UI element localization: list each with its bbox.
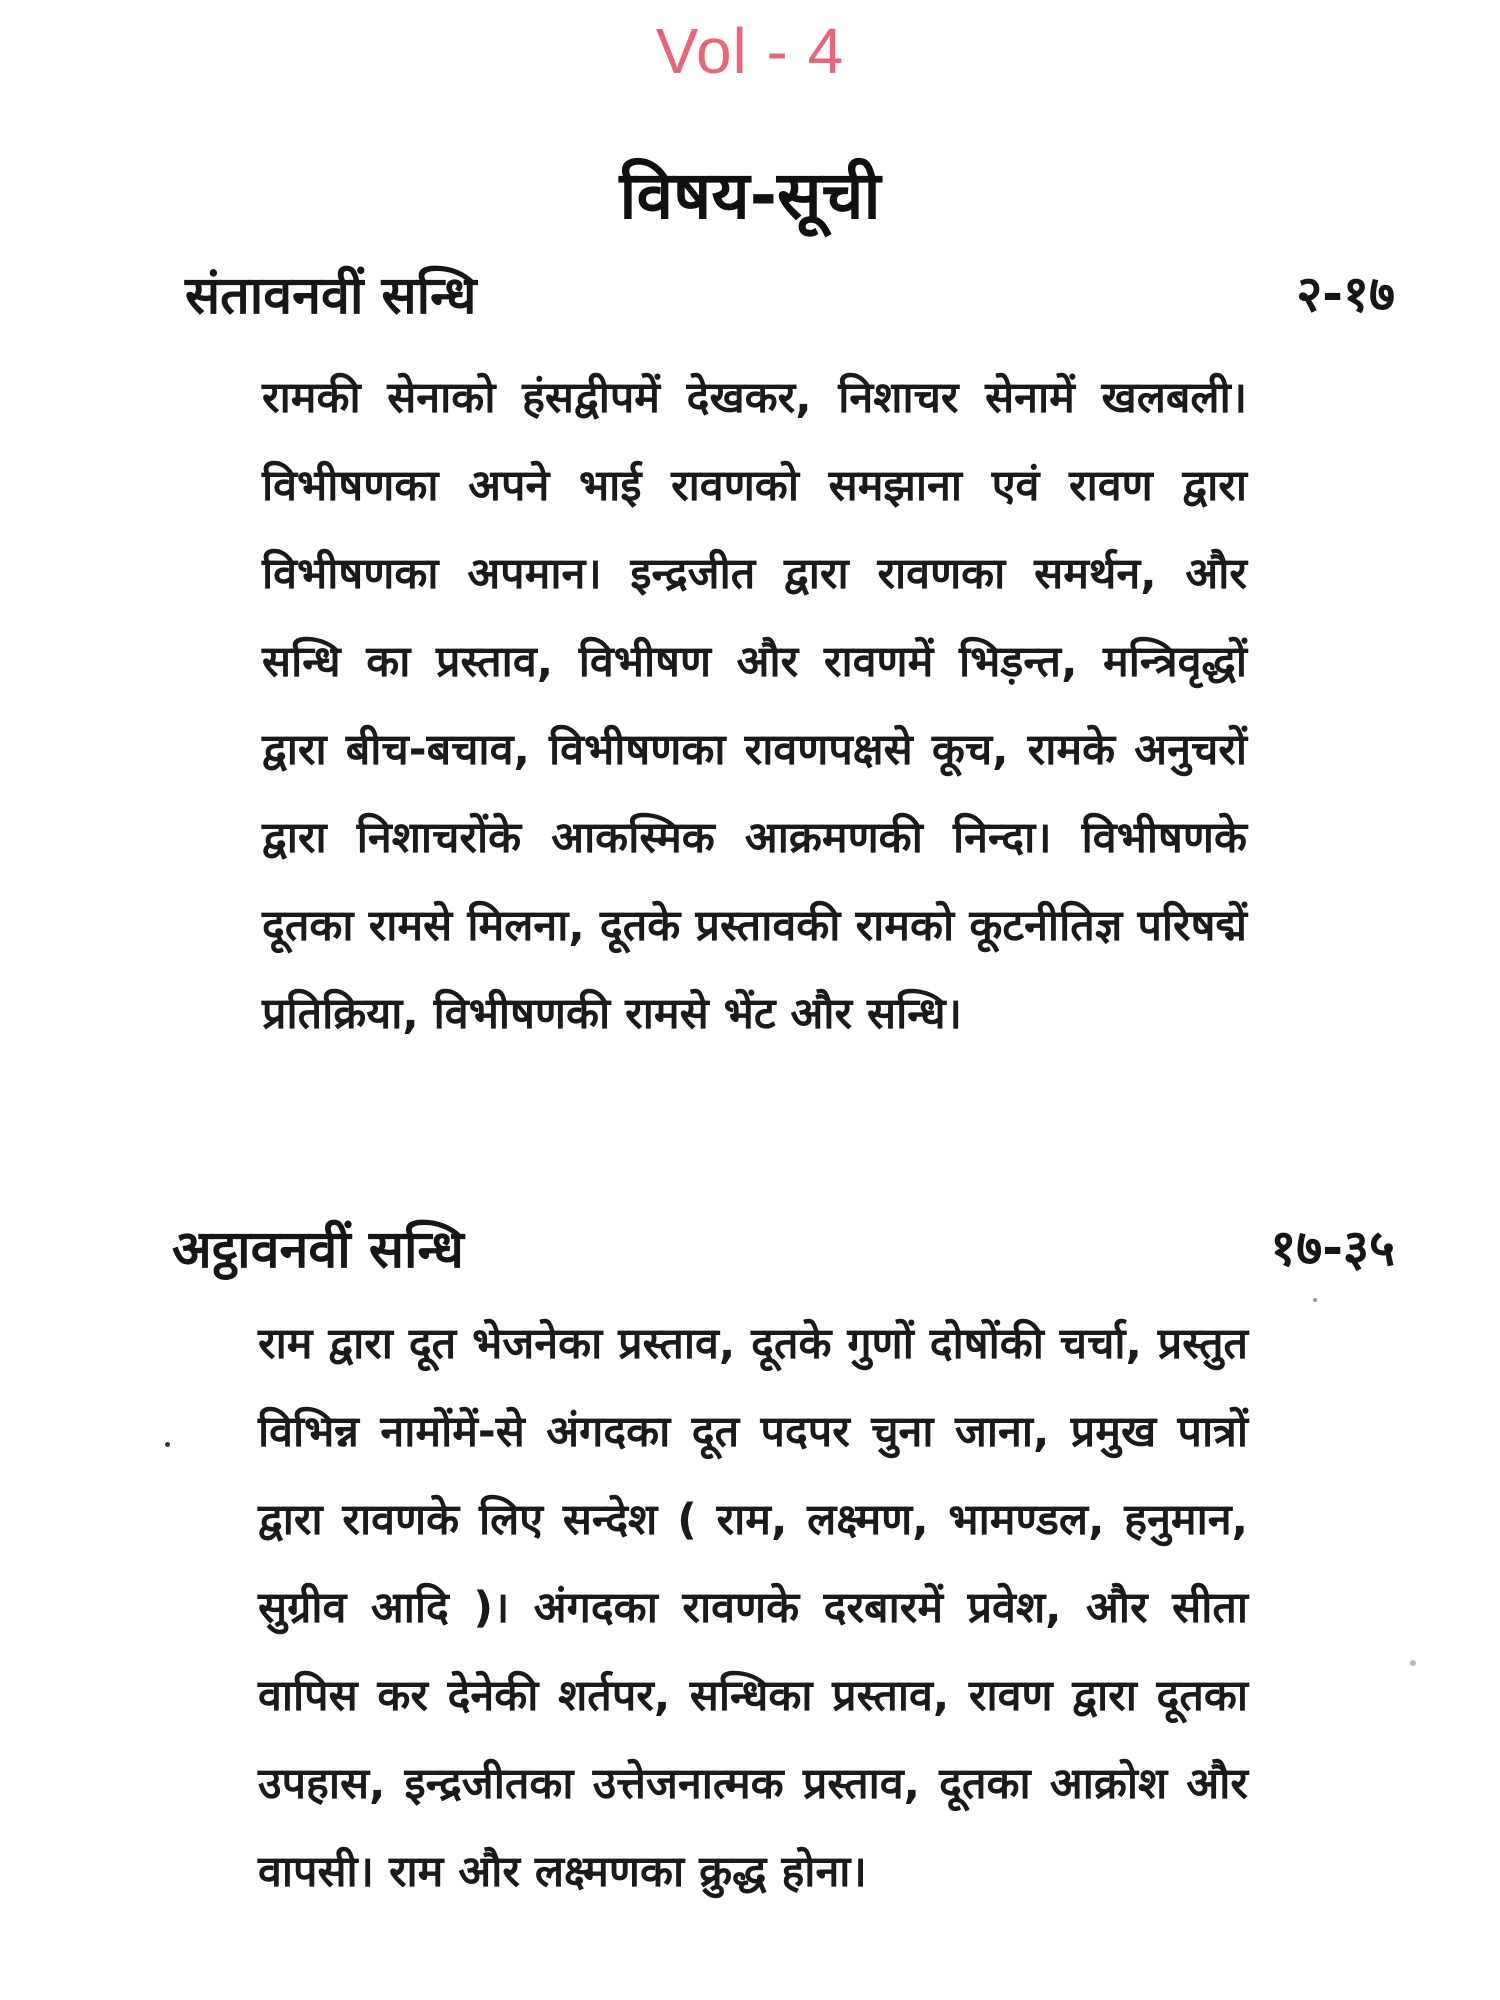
section-summary: राम द्वारा दूत भेजनेका प्रस्ताव, दूतके गुणों दोषोंकी चर्चा, प्रस्तुत विभिन्न नामोंमें-से अंगदका दूत पदपर चुना जाना, प्रमुख पात्रों द्वारा रावणके लिए सन्देश ( राम, लक्ष्मण, भामण्डल, हनुमान, सुग्रीव आदि )। अंगदका रावणके दरबारमें प्रवेश, और सीता वापिस कर देनेकी शर्तपर, सन्धिका प्रस्ताव, रावण द्वारा दूतका उपहास, इन्द्रजीतका उत्तेजनात्मक प्रस्ताव, दूतका आक्रोश और वापसी। राम और लक्ष्मणका क्रुद्ध होना। [258,1319,1248,1897]
section-title: अट्ठावनवीं सन्धि [172,1220,464,1280]
scan-speck [1313,1298,1317,1302]
page-title: विषय-सूची [619,157,881,234]
section-heading [172,1212,1395,1292]
section-page-range: २-१७ [1296,265,1395,323]
scan-speck [165,1442,170,1447]
section-page-range: १७-३५ [1270,1219,1395,1277]
section-summary: रामकी सेनाको हंसद्वीपमें देखकर, निशाचर सेनामें खलबली। विभीषणका अपने भाई रावणको समझाना एवं रावण द्वारा विभीषणका अपमान। इन्द्रजीत द्वारा रावणका समर्थन, और सन्धि का प्रस्ताव, विभीषण और रावणमें भिड़न्त, मन्त्रिवृद्धों द्वारा बीच-बचाव, विभीषणका रावणपक्षसे कूच, रामके अनुचरों द्वारा निशाचरोंके आकस्मिक आक्रमणकी निन्दा। विभीषणके दूतका रामसे मिलना, दूतके प्रस्तावकी रामको कूटनीतिज्ञ परिषद्में प्रतिक्रिया, विभीषणकी रामसे भेंट और सन्धि। [262,373,1247,1039]
section-heading [185,258,1395,338]
volume-label: Vol - 4 [655,15,845,87]
section-title: संतावनवीं सन्धि [185,266,477,326]
scan-speck [1410,1660,1416,1666]
